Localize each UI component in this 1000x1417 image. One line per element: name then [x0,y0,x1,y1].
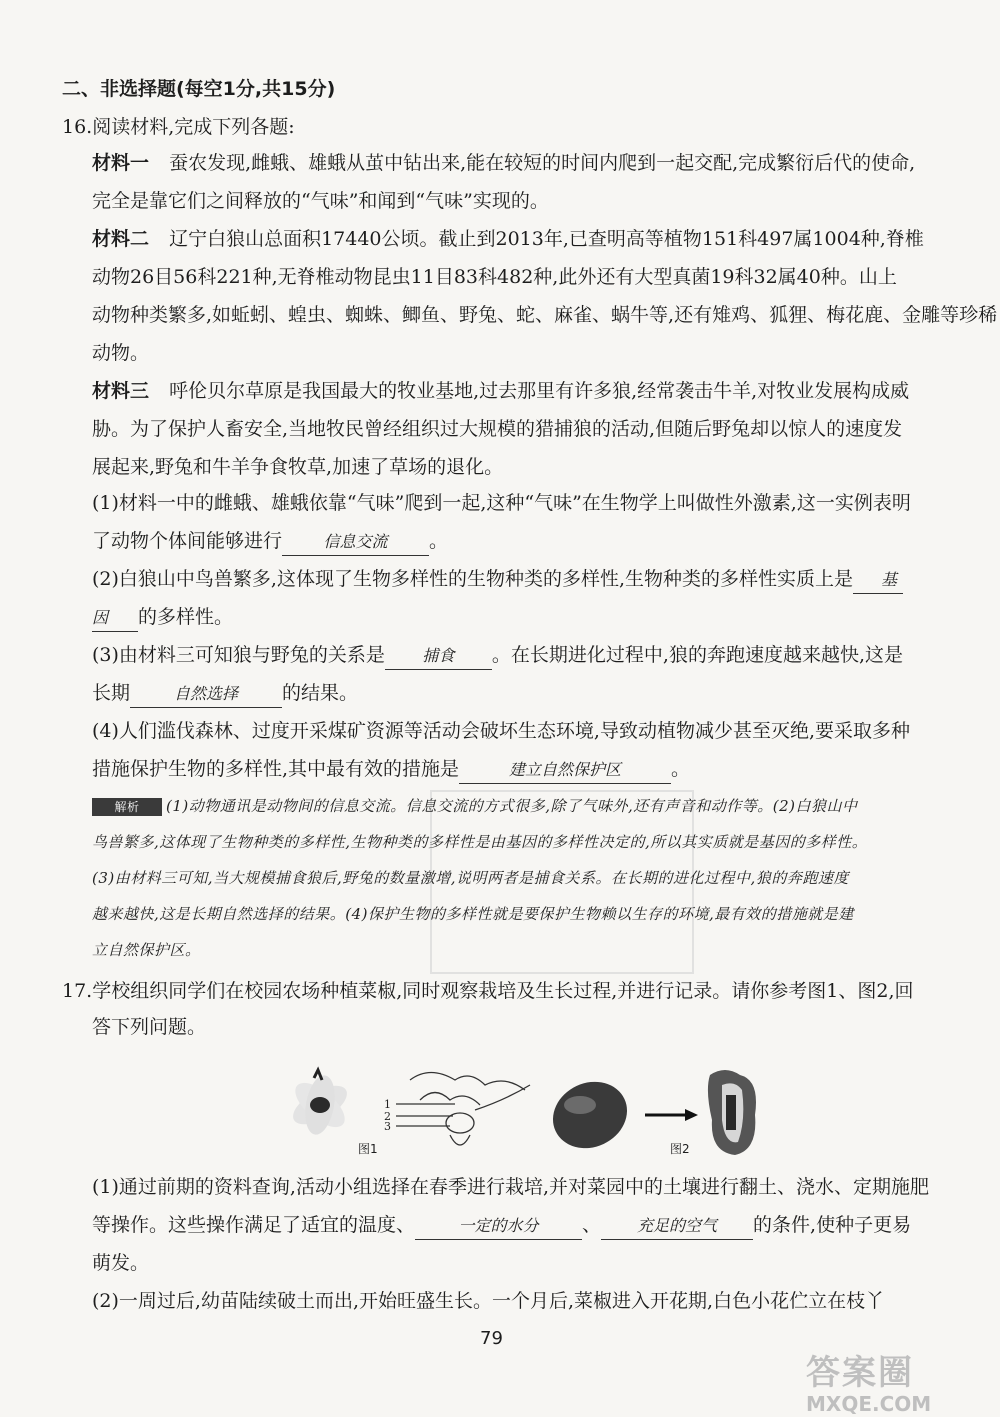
page-number: 79 [480,1328,503,1349]
q16-material-2-line-3: 动物种类繁多,如蚯蚓、蝗虫、蜘蛛、鲫鱼、野兔、蛇、麻雀、蜗牛等,还有雉鸡、狐狸、梅花鹿、金雕等珍稀 [92,304,998,326]
q16-material-2-line-4: 动物。 [92,342,150,364]
q16-part-1-line-2 [92,528,448,556]
q16-part-3-text-c: 长期 [92,682,131,704]
material-1-text: 蚕农发现,雌蛾、雄蛾从茧中钻出来,能在较短的时间内爬到一起交配,完成繁衍后代的使命, [169,152,916,174]
figure-1-caption: 图1 [358,1142,378,1156]
explanation-line-3: (3)由材料三可知,当大规模捕食狼后,野兔的数量激增,说明两者是捕食关系。在长期的进化过程中,狼的奔跑速度 [92,869,849,887]
fig1-label-1: 1 [384,1098,391,1111]
q16-part-2-end: 的多样性。 [138,606,234,628]
q16-part-3-text-d: 的结果。 [282,682,359,704]
q16-part-2-line-1 [92,566,903,594]
q16-material-3-line-2: 胁。为了保护人畜安全,当地牧民曾经组织过大规模的猎捕狼的活动,但随后野兔却以惊人的速度发 [92,418,903,440]
material-2-text: 辽宁白狼山总面积17440公顷。截止到2013年,已查明高等植物151科497属1004种,脊椎 [169,228,924,250]
answer-blank-gene-part-a: 基 [853,567,903,594]
q16-part-3-line-2 [92,680,358,708]
material-2-label: 材料二 [92,228,150,250]
fig1-label-3: 3 [384,1120,391,1133]
explanation-tag: 解析 [92,798,162,816]
material-3-text: 呼伦贝尔草原是我国最大的牧业基地,过去那里有许多狼,经常袭击牛羊,对牧业发展构成威 [169,380,910,402]
q16-material-3-line-1 [92,378,909,404]
watermark-logo-text: 答案圈 [806,1353,914,1393]
q17-part-1-text-b: 的条件,使种子更易 [753,1214,912,1236]
q17-part-1-line-1: (1)通过前期的资料查询,活动小组选择在春季进行栽培,并对菜园中的土壤进行翻土、浇水、定期施肥 [92,1176,929,1198]
arrow-right-icon [645,1109,698,1121]
answer-blank-air: 充足的空气 [601,1213,753,1240]
q17-stem-line-2: 答下列问题。 [92,1016,207,1038]
q16-part-3-text-b: 。在长期进化过程中,狼的奔跑速度越来越快,这是 [491,644,904,666]
answer-blank-water: 一定的水分 [415,1213,582,1240]
figure-2-caption: 图2 [670,1142,690,1156]
q17-part-1-sep: 、 [582,1214,602,1236]
q16-material-2-line-2: 动物26目56科221种,无脊椎动物昆虫11目83科482种,此外还有大型真菌19科32属40种。山上 [92,266,897,288]
q16-part-1-line-1: (1)材料一中的雌蛾、雄蛾依靠“气味”爬到一起,这种“气味”在生物学上叫做性外激素,这一实例表明 [92,492,911,514]
q16-part-4-line-1: (4)人们滥伐森林、过度开采煤矿资源等活动会破坏生态环境,导致动植物减少甚至灭绝,要采取多种 [92,720,910,742]
answer-blank-gene-part-b: 因 [92,605,138,632]
q17-part-1-text: 等操作。这些操作满足了适宜的温度、 [92,1214,416,1236]
answer-blank-natural-selection: 自然选择 [130,681,282,708]
answer-blank-nature-reserve: 建立自然保护区 [459,757,671,784]
q16-part-3-text-a: (3)由材料三可知狼与野兔的关系是 [92,644,385,666]
q16-part-4-end: 。 [671,758,691,780]
q16-part-1-text: 了动物个体间能够进行 [92,530,283,552]
material-1-label: 材料一 [92,152,150,174]
flower-structure-diagram [384,1073,530,1146]
explanation-line-5: 立自然保护区。 [92,941,201,959]
answer-blank-predation: 捕食 [385,643,492,670]
q16-part-2-line-2 [92,604,233,632]
q16-material-1-line-2: 完全是靠它们之间释放的“气味”和闻到“气味”实现的。 [92,190,549,212]
q17-part-1-line-3: 萌发。 [92,1252,150,1274]
bell-pepper-photo [542,1070,638,1160]
figures-1-2 [270,1060,770,1160]
explanation-line-2: 鸟兽繁多,这体现了生物种类的多样性,生物种类的多样性是由基因的多样性决定的,所以其实质就是基因的多样性。 [92,833,868,851]
q17-part-2-line-1: (2)一周过后,幼苗陆续破土而出,开始旺盛生长。一个月后,菜椒进入开花期,白色小花伫立在枝丫 [92,1290,885,1312]
explanation-line-4: 越来越快,这是长期自然选择的结果。(4)保护生物的多样性就是要保护生物赖以生存的环境,最有效的措施就是建 [92,905,854,923]
q16-part-1-end: 。 [429,530,449,552]
section-title: 二、非选择题(每空1分,共15分) [62,78,336,100]
pepper-flower-photo [287,1070,353,1137]
cut-pepper-photo [708,1070,756,1155]
fig1-label-2: 2 [384,1110,391,1123]
q16-part-2-text: (2)白狼山中鸟兽繁多,这体现了生物多样性的生物种类的多样性,生物种类的多样性实质上是 [92,568,853,590]
explanation-line-1 [92,796,858,816]
q16-part-4-text: 措施保护生物的多样性,其中最有效的措施是 [92,758,460,780]
site-watermark [806,1345,976,1416]
q17-stem-line-1: 17.学校组织同学们在校园农场种植菜椒,同时观察栽培及生长过程,并进行记录。请你参考图1、图2,回 [62,980,914,1002]
q16-material-1-line-1 [92,150,915,176]
watermark-url: MXQE.COM [806,1392,932,1416]
q17-part-1-line-2 [92,1212,911,1240]
q16-material-2-line-1 [92,226,924,252]
material-3-label: 材料三 [92,380,150,402]
answer-blank-info-exchange: 信息交流 [282,529,429,556]
q16-material-3-line-3: 展起来,野兔和牛羊争食牧草,加速了草场的退化。 [92,456,504,478]
explanation-text-1: (1)动物通讯是动物间的信息交流。信息交流的方式很多,除了气味外,还有声音和动作等。(2)白狼山中 [166,797,858,815]
q16-part-4-line-2 [92,756,690,784]
q16-stem: 16.阅读材料,完成下列各题: [62,116,295,138]
q16-part-3-line-1 [92,642,903,670]
